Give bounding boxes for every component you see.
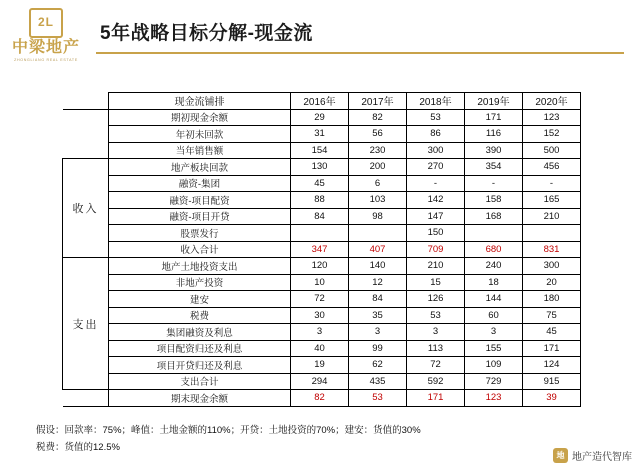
row-value: 10 [291,274,349,291]
row-value: 152 [523,126,581,143]
row-value: 84 [349,291,407,308]
row-label: 地产土地投资支出 [109,258,291,275]
row-value: 171 [523,340,581,357]
row-value: 171 [465,109,523,126]
table-row [63,274,581,291]
table-row-total-income [63,241,581,258]
row-value: 294 [291,373,349,390]
row-value: 155 [465,340,523,357]
row-label: 项目开贷归还及利息 [109,357,291,374]
row-label: 项目配资归还及利息 [109,340,291,357]
row-value: 113 [407,340,465,357]
row-value: 72 [291,291,349,308]
row-value: 435 [349,373,407,390]
row-value: 109 [465,357,523,374]
table-row [63,357,581,374]
table-row-closing-balance [63,390,581,407]
row-value: 165 [523,192,581,209]
row-value: 140 [349,258,407,275]
row-label: 地产板块回款 [109,159,291,176]
row-value: 456 [523,159,581,176]
table-header-row [63,93,581,110]
section-category-expense: 支出 [63,258,109,390]
row-label: 期末现金余额 [109,390,291,407]
row-value [523,225,581,242]
row-value: 3 [291,324,349,341]
row-value: 300 [407,142,465,159]
row-value: 30 [291,307,349,324]
table-corner-cell [63,93,109,110]
row-value: - [407,175,465,192]
row-label: 股票发行 [109,225,291,242]
table-row [63,142,581,159]
cashflow-table [62,92,581,407]
row-label: 年初未回款 [109,126,291,143]
row-value: 3 [407,324,465,341]
row-value: 270 [407,159,465,176]
row-value: 40 [291,340,349,357]
table-row [63,126,581,143]
row-label: 集团融资及利息 [109,324,291,341]
row-value: 123 [465,390,523,407]
row-value: 6 [349,175,407,192]
watermark-label: 地产造代智库 [572,452,632,463]
row-value: 680 [465,241,523,258]
table-row [63,208,581,225]
row-value: 390 [465,142,523,159]
row-value: 98 [349,208,407,225]
row-value: 62 [349,357,407,374]
row-value: 31 [291,126,349,143]
row-value: 29 [291,109,349,126]
row-label: 建安 [109,291,291,308]
table-row [63,109,581,126]
row-value: 230 [349,142,407,159]
row-value: 300 [523,258,581,275]
row-value: 3 [465,324,523,341]
row-value: 53 [407,307,465,324]
table-row-total-expense [63,373,581,390]
row-value: 168 [465,208,523,225]
row-value: 88 [291,192,349,209]
assumption-notes [36,422,616,456]
logo-mark-icon: 2L [29,8,63,38]
row-value: 120 [291,258,349,275]
row-value: 150 [407,225,465,242]
row-label: 支出合计 [109,373,291,390]
row-value: 56 [349,126,407,143]
row-value: 86 [407,126,465,143]
row-value: 18 [465,274,523,291]
logo-company-name-cn: 中梁地产 [11,39,80,56]
table-row [63,175,581,192]
row-value: 200 [349,159,407,176]
row-value [291,225,349,242]
assumption-note-line-2: 税费：货值的12.5% [36,442,120,453]
row-value: 210 [407,258,465,275]
row-value: 347 [291,241,349,258]
row-value: 39 [523,390,581,407]
row-value: 915 [523,373,581,390]
table-row [63,258,581,275]
section-category-blank-bottom [63,390,109,407]
row-value: 709 [407,241,465,258]
section-category-income: 收入 [63,159,109,258]
row-value: 82 [291,390,349,407]
row-label: 融资-项目开贷 [109,208,291,225]
title-divider [96,52,624,54]
row-label: 期初现金余额 [109,109,291,126]
row-value: - [523,175,581,192]
row-value: 84 [291,208,349,225]
company-logo [8,8,84,66]
row-value: 45 [523,324,581,341]
row-label: 融资-项目配资 [109,192,291,209]
row-value: 75 [523,307,581,324]
slide-header [0,0,640,72]
row-value: 171 [407,390,465,407]
row-value: 82 [349,109,407,126]
row-value: 126 [407,291,465,308]
row-value: 15 [407,274,465,291]
row-value: 123 [523,109,581,126]
table-row [63,307,581,324]
row-value: 831 [523,241,581,258]
row-value: 144 [465,291,523,308]
row-value: 53 [349,390,407,407]
row-value: 407 [349,241,407,258]
row-value: 500 [523,142,581,159]
table-header-2018: 2018年 [407,93,465,110]
watermark [553,448,632,463]
row-value: 103 [349,192,407,209]
section-category-blank-top [63,109,109,159]
row-value: 116 [465,126,523,143]
table-header-2020: 2020年 [523,93,581,110]
table-row [63,225,581,242]
logo-company-name-en: ZHONGLIANG REAL ESTATE [14,58,78,62]
table-row [63,340,581,357]
row-value: 12 [349,274,407,291]
table-row [63,324,581,341]
table-row [63,192,581,209]
row-label: 非地产投资 [109,274,291,291]
table-row [63,291,581,308]
row-value: 240 [465,258,523,275]
table-row [63,159,581,176]
row-value [465,225,523,242]
table-header-item: 现金流铺排 [109,93,291,110]
row-value: 60 [465,307,523,324]
row-value: 3 [349,324,407,341]
row-value: 210 [523,208,581,225]
row-label: 融资-集团 [109,175,291,192]
row-value: 729 [465,373,523,390]
row-value: 124 [523,357,581,374]
row-label: 当年销售额 [109,142,291,159]
row-label: 税费 [109,307,291,324]
watermark-badge-icon: 地 [553,448,568,463]
row-value: 19 [291,357,349,374]
row-value: - [465,175,523,192]
row-value: 99 [349,340,407,357]
row-value: 154 [291,142,349,159]
row-value: 180 [523,291,581,308]
row-value: 45 [291,175,349,192]
row-value: 158 [465,192,523,209]
row-value: 142 [407,192,465,209]
row-value: 53 [407,109,465,126]
row-value [349,225,407,242]
row-value: 592 [407,373,465,390]
table-header-2016: 2016年 [291,93,349,110]
row-value: 35 [349,307,407,324]
page-title: 5年战略目标分解-现金流 [100,23,313,44]
row-label: 收入合计 [109,241,291,258]
row-value: 72 [407,357,465,374]
table-header-2017: 2017年 [349,93,407,110]
row-value: 354 [465,159,523,176]
table-header-2019: 2019年 [465,93,523,110]
row-value: 20 [523,274,581,291]
cashflow-table-container [62,92,578,407]
row-value: 147 [407,208,465,225]
assumption-note-line-1: 假设：回款率：75%；峰值：土地金额的110%；开贷：土地投资的70%；建安：货值的30% [36,425,421,436]
row-value: 130 [291,159,349,176]
